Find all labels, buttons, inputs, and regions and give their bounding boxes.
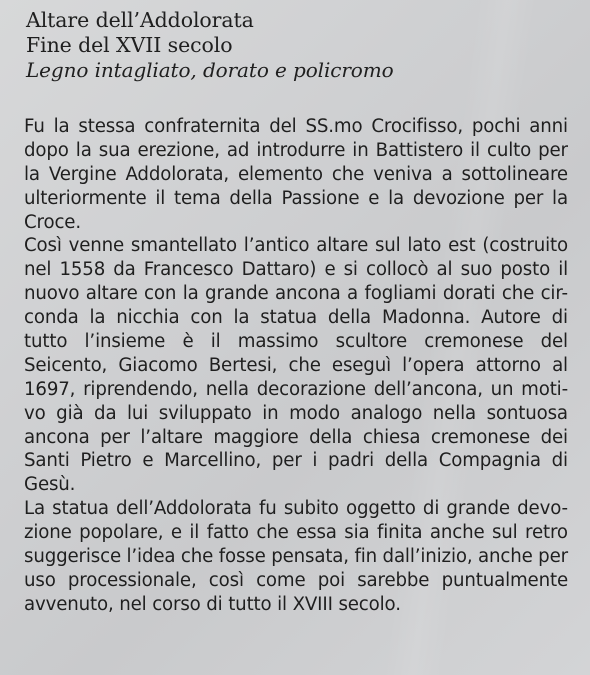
text-line: suggerisce l’idea che fosse pensata, fin dall’inizio, anche per (24, 546, 568, 568)
text-line: Gesù. (24, 474, 76, 496)
text-line: uso processionale, così come poi sarebbe puntualmente (24, 569, 568, 591)
text-line: nel 1558 da Francesco Dattaro) e si collocò al suo posto il (24, 259, 568, 281)
text-line: avvenuto, nel corso di tutto il XVIII secolo. (24, 593, 401, 615)
artwork-title: Altare dell’Addolorata (26, 8, 254, 32)
text-line: conda la nicchia con la statua della Madonna. Autore di (24, 307, 568, 329)
text-line: Seicento, Giacomo Bertesi, che eseguì l’opera attorno al (24, 354, 568, 376)
text-line: Croce. (24, 211, 81, 233)
text-line: 1697, riprendendo, nella decorazione dell’ancona, un moti- (24, 378, 568, 400)
artwork-material: Legno intagliato, dorato e policromo (26, 58, 394, 82)
text-line: La statua dell’Addolorata fu subito oggetto di grande devo- (24, 498, 568, 520)
text-line: Così venne smantellato l’antico altare sul lato est (costruito (24, 235, 568, 257)
text-line: dopo la sua erezione, ad introdurre in Battistero il culto per (24, 139, 568, 161)
text-line: Santi Pietro e Marcellino, per i padri della Compagnia di (24, 450, 568, 472)
text-line: vo già da lui sviluppato in modo analogo nella sontuosa (24, 402, 568, 424)
text-line: tutto l’insieme è il massimo scultore cremonese del (24, 331, 568, 353)
text-line: Fu la stessa confraternita del SS.mo Crocifisso, pochi anni (24, 116, 568, 137)
text-line: zione popolare, e il fatto che essa sia finita anche sul retro (24, 522, 568, 544)
text-line: ancona per l’altare maggiore della chiesa cremonese dei (24, 426, 568, 448)
text-line: nuovo altare con la grande ancona a fogliami dorati che cir- (24, 283, 568, 305)
artwork-date: Fine del XVII secolo (26, 33, 233, 57)
text-line: ulteriormente il tema della Passione e la devozione per la (24, 187, 568, 209)
text-line: la Vergine Addolorata, elemento che veniva a sottolineare (24, 163, 568, 185)
description-text (24, 115, 568, 617)
panel-header (26, 8, 566, 83)
